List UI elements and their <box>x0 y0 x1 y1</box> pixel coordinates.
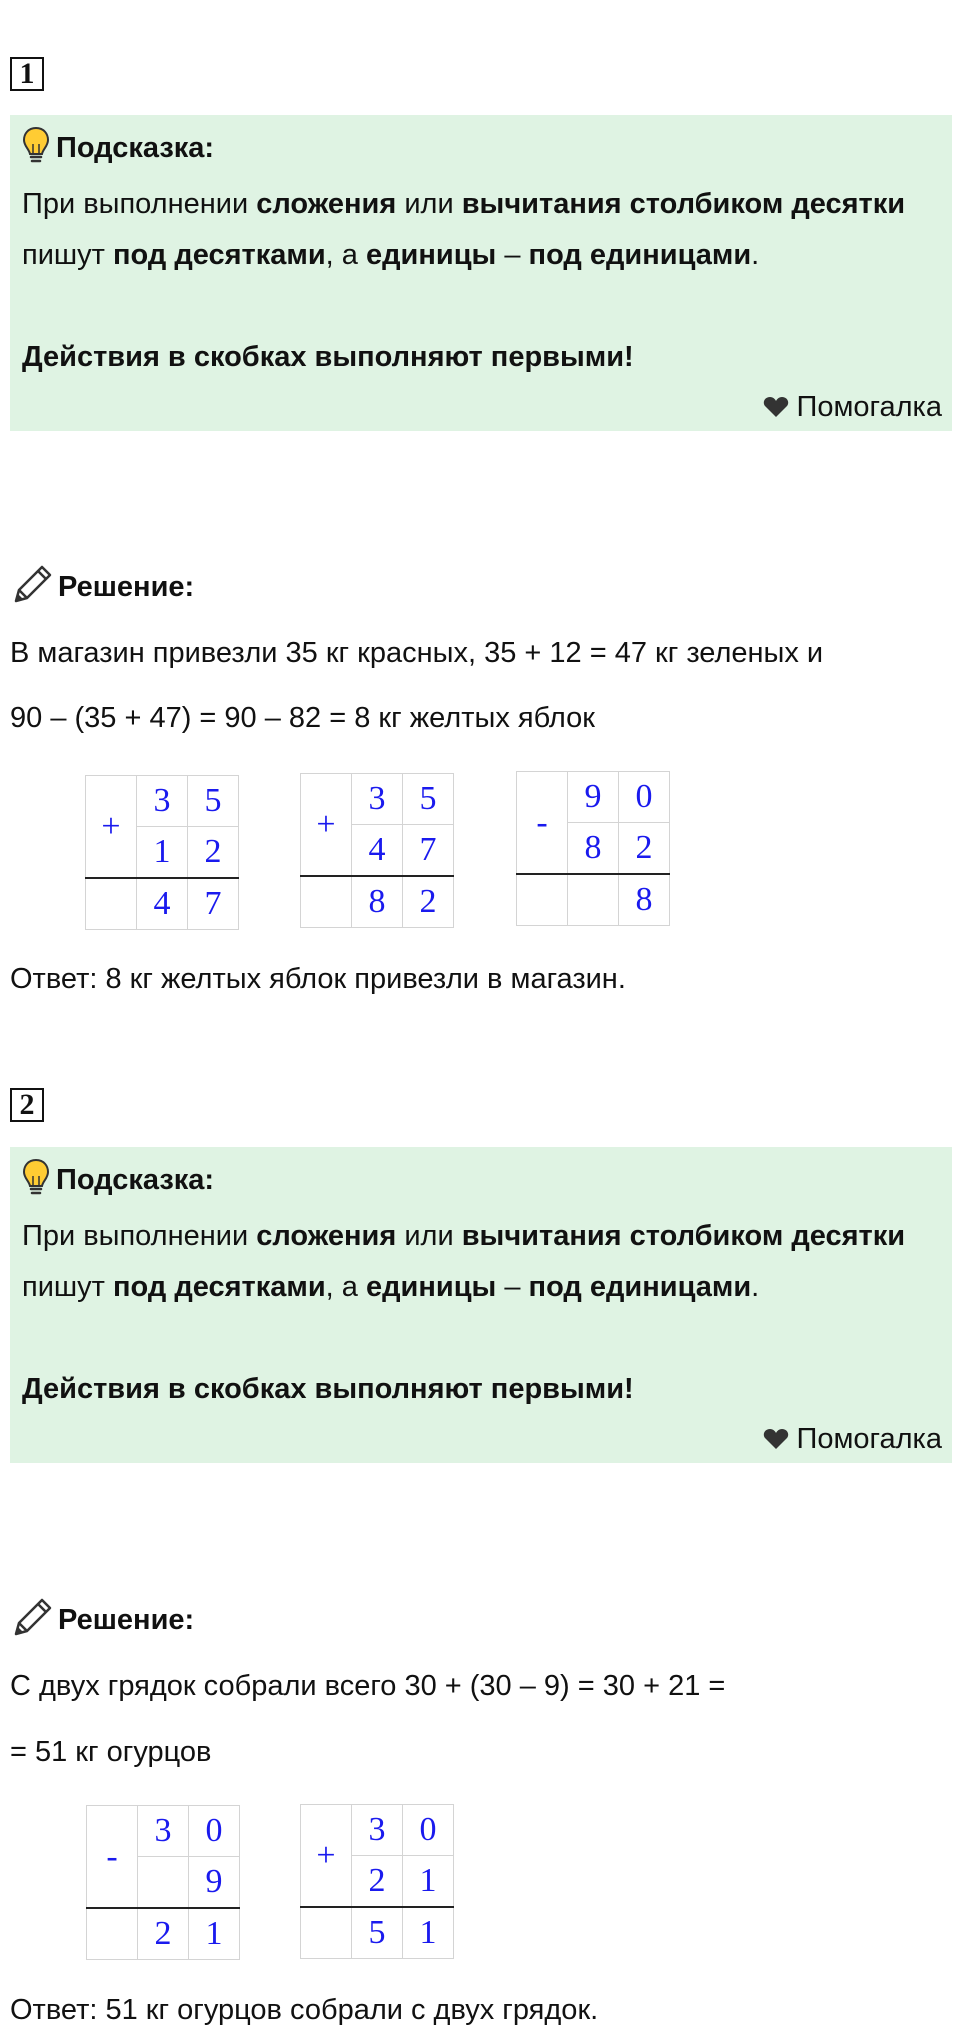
task-number: 2 <box>10 1088 44 1122</box>
calc-operator: + <box>301 774 352 877</box>
footer-label: Помогалка <box>796 390 942 423</box>
solution-line-1: С двух грядок собрали всего 30 + (30 – 9) = 30 + 21 = <box>10 1670 726 1702</box>
hint-box <box>10 115 952 431</box>
hint-title: Подсказка: <box>56 1163 215 1196</box>
lightbulb-icon <box>22 126 50 171</box>
column-calc-2: + 3 5 4 7 8 2 <box>300 773 454 928</box>
hint-box <box>10 1147 952 1463</box>
heart-icon <box>763 1428 789 1450</box>
column-calc-1: - 3 0 9 2 1 <box>86 1805 240 1960</box>
calc-operator: - <box>87 1806 138 1909</box>
calc-operator: - <box>517 772 568 875</box>
solution-header <box>10 562 194 612</box>
solution-title: Решение: <box>58 1603 195 1636</box>
lightbulb-icon <box>22 1158 50 1203</box>
pencil-icon <box>10 1596 54 1645</box>
column-calc-3: - 9 0 8 2 8 <box>516 771 670 926</box>
solution-header <box>10 1595 194 1645</box>
hint-rule: Действия в скобках выполняют первыми! <box>22 1373 634 1405</box>
hint-footer[interactable] <box>22 383 942 431</box>
task-number: 1 <box>10 57 44 91</box>
solution-line-2: 90 – (35 + 47) = 90 – 82 = 8 кг желтых яблок <box>10 702 595 734</box>
hint-text: При выполнении сложения или вычитания столбиком десятки пишут под десятками, а единицы – под единицами. <box>22 188 906 271</box>
column-calc-2: + 3 0 2 1 5 1 <box>300 1804 454 1959</box>
answer-line: Ответ: 51 кг огурцов собрали с двух грядок. <box>10 1994 599 2026</box>
solution-line-2: = 51 кг огурцов <box>10 1736 212 1768</box>
footer-label: Помогалка <box>796 1422 942 1455</box>
column-calc-1: + 3 5 1 2 4 7 <box>85 775 239 930</box>
calc-operator: + <box>301 1805 352 1908</box>
heart-icon <box>763 396 789 418</box>
hint-title: Подсказка: <box>56 131 215 164</box>
hint-rule: Действия в скобках выполняют первыми! <box>22 341 634 373</box>
hint-text: При выполнении сложения или вычитания столбиком десятки пишут под десятками, а единицы – под единицами. <box>22 1220 906 1303</box>
pencil-icon <box>10 563 54 612</box>
hint-footer[interactable] <box>22 1415 942 1463</box>
calc-operator: + <box>86 776 137 879</box>
solution-title: Решение: <box>58 570 195 603</box>
solution-line-1: В магазин привезли 35 кг красных, 35 + 12 = 47 кг зеленых и <box>10 637 824 669</box>
answer-line: Ответ: 8 кг желтых яблок привезли в магазин. <box>10 963 626 995</box>
